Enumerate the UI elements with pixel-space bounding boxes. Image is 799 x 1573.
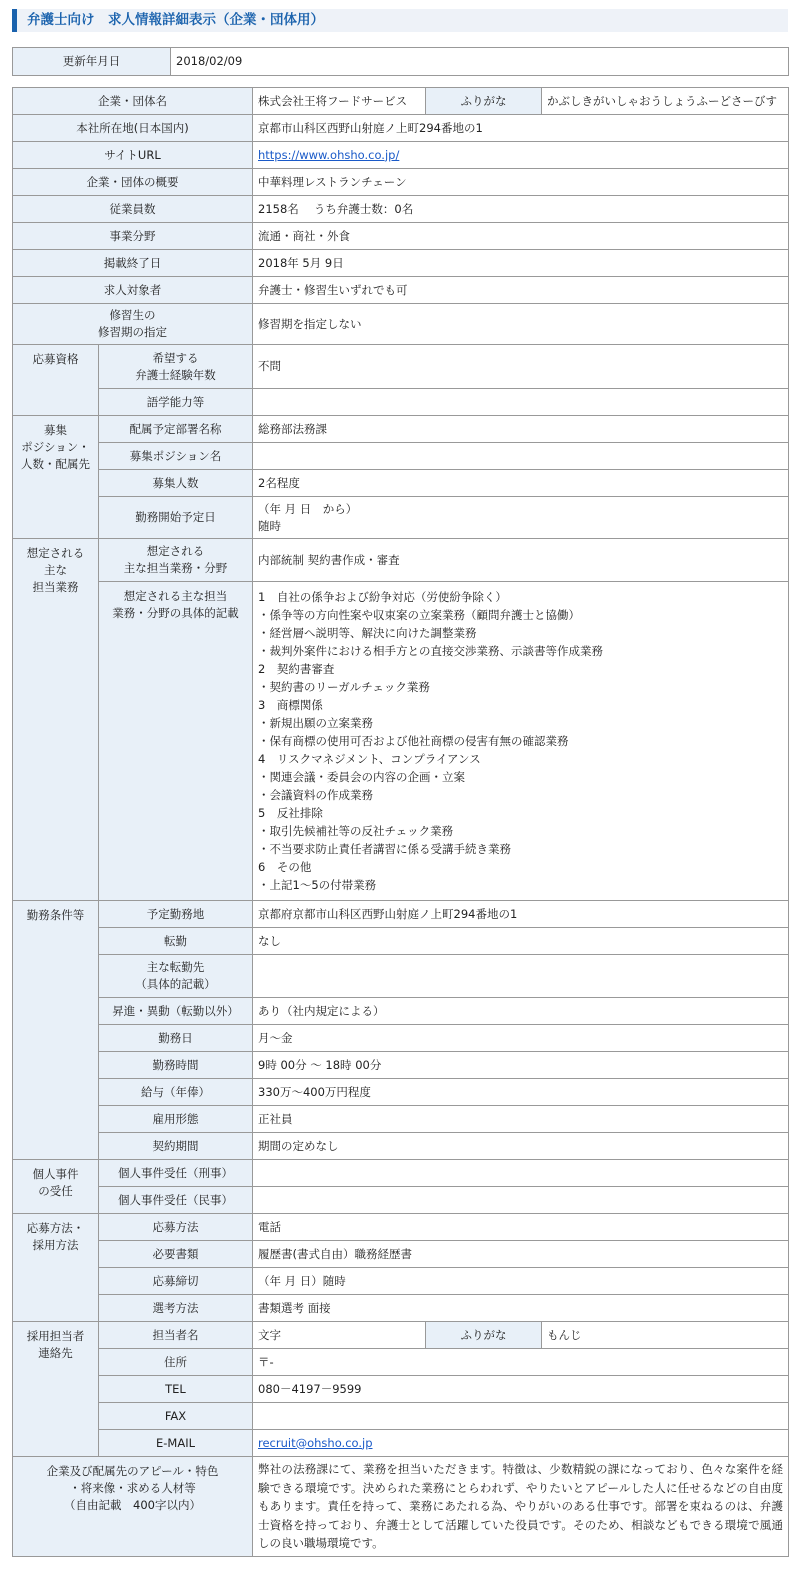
position-name-value: [253, 443, 789, 470]
contact-address-row: [13, 1349, 789, 1376]
main-duty-row: [13, 539, 789, 582]
target-value: 弁護士・修習生いずれでも可: [253, 277, 789, 304]
employees-value: 2158名 うち弁護士数：0名: [253, 196, 789, 223]
language-label: 語学能力等: [99, 389, 253, 416]
salary-label: 給与（年俸）: [99, 1079, 253, 1106]
contract-term-label: 契約期間: [99, 1133, 253, 1160]
end-date-label: 掲載終了日: [13, 250, 253, 277]
hours-value: 9時 00分 ～ 18時 00分: [253, 1052, 789, 1079]
headcount-row: [13, 470, 789, 497]
position-name-label: 募集ポジション名: [99, 443, 253, 470]
company-furigana-value: かぶしきがいしゃおうしょうふーどさーびす: [542, 88, 789, 115]
appeal-row: [13, 1457, 789, 1557]
promotion-value: あり（社内規定による）: [253, 998, 789, 1025]
contact-email-label: E-MAIL: [99, 1430, 253, 1457]
updated-label: 更新年月日: [13, 48, 171, 76]
duty-detail-label: 想定される主な担当 業務・分野の具体的記載: [99, 582, 253, 901]
criminal-value: [253, 1160, 789, 1187]
position-group-label: 募集 ポジション・ 人数・配属先: [13, 416, 99, 539]
employees-row: [13, 196, 789, 223]
duty-detail-value: [253, 582, 789, 901]
period-value: 修習期を指定しない: [253, 304, 789, 345]
workdays-value: 月～金: [253, 1025, 789, 1052]
contact-email-cell: [253, 1430, 789, 1457]
company-name-value: 株式会社王将フードサービス: [253, 88, 426, 115]
contact-person-value: 文字: [253, 1322, 426, 1349]
duty-line: ・係争等の方向性案や収束案の立案業務（顧問弁護士と協働）: [258, 608, 580, 622]
selection-label: 選考方法: [99, 1295, 253, 1322]
conditions-group-label: 勤務条件等: [13, 901, 99, 1160]
language-row: [13, 389, 789, 416]
apply-group-label: 応募方法・ 採用方法: [13, 1214, 99, 1322]
workdays-label: 勤務日: [99, 1025, 253, 1052]
appeal-label: 企業及び配属先のアピール・特色 ・将来像・求める人材等 （自由記載 400字以内）: [13, 1457, 253, 1557]
site-cell: [253, 142, 789, 169]
main-duty-value: 内部統制 契約書作成・審査: [253, 539, 789, 582]
employees-label: 従業員数: [13, 196, 253, 223]
company-furigana-label: ふりがな: [426, 88, 542, 115]
contact-fax-row: [13, 1403, 789, 1430]
duty-line: ・新規出願の立案業務: [258, 716, 373, 730]
duty-line: ・取引先候補社等の反社チェック業務: [258, 824, 454, 838]
civil-label: 個人事件受任（民事）: [99, 1187, 253, 1214]
experience-value: 不問: [253, 345, 789, 389]
contact-furigana-value: もんじ: [542, 1322, 789, 1349]
documents-label: 必要書類: [99, 1241, 253, 1268]
duty-line: ・契約書のリーガルチェック業務: [258, 680, 430, 694]
duty-line: ・裁判外案件における相手方との直接交渉業務、示談書等作成業務: [258, 644, 603, 658]
appeal-value: 弊社の法務課にて、業務を担当いただきます。特徴は、少数精鋭の課になっており、色々な案件を経験できる環境です。決められた業務にとらわれず、やりたいとアピールした人に任せるなどの自由度もあります。責任を持って、業務にあたれる為、やりがいのある仕事です。部署を束ねるのは、弁護士資格を持っており、弁護士として活躍していた役員です。そのため、相談などもできる環境で風通しの良い職場環境です。: [253, 1457, 789, 1557]
criminal-label: 個人事件受任（刑事）: [99, 1160, 253, 1187]
hq-value: 京都市山科区西野山射庭ノ上町294番地の1: [253, 115, 789, 142]
transfer-row: [13, 928, 789, 955]
position-name-row: [13, 443, 789, 470]
page-title: 弁護士向け 求人情報詳細表示（企業・団体用）: [12, 9, 788, 32]
duty-line: 2 契約書審査: [258, 662, 335, 676]
field-row: [13, 223, 789, 250]
contract-term-value: 期間の定めなし: [253, 1133, 789, 1160]
transfer-dest-value: [253, 955, 789, 998]
contact-person-label: 担当者名: [99, 1322, 253, 1349]
employment-type-label: 雇用形態: [99, 1106, 253, 1133]
duty-line: 4 リスクマネジメント、コンプライアンス: [258, 752, 481, 766]
contact-address-label: 住所: [99, 1349, 253, 1376]
start-row: [13, 497, 789, 539]
updated-table: [12, 47, 789, 76]
contact-furigana-label: ふりがな: [426, 1322, 542, 1349]
start-value: （年 月 日 から） 随時: [253, 497, 789, 539]
contact-tel-label: TEL: [99, 1376, 253, 1403]
overview-value: 中華料理レストランチェーン: [253, 169, 789, 196]
duty-line: 1 自社の係争および紛争対応（労使紛争除く）: [258, 590, 507, 604]
documents-value: 履歴書(書式自由）職務経歴書: [253, 1241, 789, 1268]
duty-line: 3 商標関係: [258, 698, 323, 712]
qualification-group-label: 応募資格: [13, 345, 99, 416]
salary-row: [13, 1079, 789, 1106]
hours-row: [13, 1052, 789, 1079]
experience-row: [13, 345, 789, 389]
headcount-value: 2名程度: [253, 470, 789, 497]
overview-row: [13, 169, 789, 196]
duty-line: ・不当要求防止責任者講習に係る受講手続き業務: [258, 842, 511, 856]
contact-person-row: [13, 1322, 789, 1349]
duties-group-label: 想定される 主な 担当業務: [13, 539, 99, 901]
hours-label: 勤務時間: [99, 1052, 253, 1079]
promotion-label: 昇進・異動（転勤以外）: [99, 998, 253, 1025]
transfer-dest-label: 主な転勤先 （具体的記載）: [99, 955, 253, 998]
deadline-row: [13, 1268, 789, 1295]
place-label: 予定勤務地: [99, 901, 253, 928]
hq-label: 本社所在地(日本国内): [13, 115, 253, 142]
selection-row: [13, 1295, 789, 1322]
dept-value: 総務部法務課: [253, 416, 789, 443]
employment-type-row: [13, 1106, 789, 1133]
target-row: [13, 277, 789, 304]
field-label: 事業分野: [13, 223, 253, 250]
workdays-row: [13, 1025, 789, 1052]
deadline-label: 応募締切: [99, 1268, 253, 1295]
site-row: [13, 142, 789, 169]
end-date-row: [13, 250, 789, 277]
civil-value: [253, 1187, 789, 1214]
place-value: 京都府京都市山科区西野山射庭ノ上町294番地の1: [253, 901, 789, 928]
main-duty-label: 想定される 主な担当業務・分野: [99, 539, 253, 582]
site-label: サイトURL: [13, 142, 253, 169]
start-label: 勤務開始予定日: [99, 497, 253, 539]
company-name-label: 企業・団体名: [13, 88, 253, 115]
duty-line: ・会議資料の作成業務: [258, 788, 373, 802]
target-label: 求人対象者: [13, 277, 253, 304]
language-value: [253, 389, 789, 416]
transfer-dest-row: [13, 955, 789, 998]
contact-tel-row: [13, 1376, 789, 1403]
duty-line: ・上記1～5の付帯業務: [258, 878, 377, 892]
duty-line: 5 反社排除: [258, 806, 323, 820]
transfer-value: なし: [253, 928, 789, 955]
place-row: [13, 901, 789, 928]
contact-email-row: [13, 1430, 789, 1457]
apply-method-row: [13, 1214, 789, 1241]
civil-row: [13, 1187, 789, 1214]
apply-method-value: 電話: [253, 1214, 789, 1241]
criminal-row: [13, 1160, 789, 1187]
duty-line: ・関連会議・委員会の内容の企画・立案: [258, 770, 465, 784]
contact-group-label: 採用担当者 連絡先: [13, 1322, 99, 1457]
duty-detail-row: [13, 582, 789, 901]
contract-term-row: [13, 1133, 789, 1160]
contact-address-value: 〒-: [253, 1349, 789, 1376]
duty-line: 6 その他: [258, 860, 312, 874]
site-link[interactable]: https://www.ohsho.co.jp/: [258, 147, 400, 162]
duty-line: ・保有商標の使用可否および他社商標の侵害有無の確認業務: [258, 734, 569, 748]
private-group-label: 個人事件 の受任: [13, 1160, 99, 1214]
field-value: 流通・商社・外食: [253, 223, 789, 250]
deadline-value: （年 月 日）随時: [253, 1268, 789, 1295]
updated-row: [13, 48, 789, 76]
overview-label: 企業・団体の概要: [13, 169, 253, 196]
employment-type-value: 正社員: [253, 1106, 789, 1133]
updated-value: 2018/02/09: [171, 48, 789, 76]
contact-email-link[interactable]: recruit@ohsho.co.jp: [258, 1435, 373, 1450]
contact-fax-label: FAX: [99, 1403, 253, 1430]
hq-row: [13, 115, 789, 142]
transfer-label: 転勤: [99, 928, 253, 955]
details-table: [12, 87, 789, 1557]
promotion-row: [13, 998, 789, 1025]
period-label: 修習生の 修習期の指定: [13, 304, 253, 345]
dept-row: [13, 416, 789, 443]
dept-label: 配属予定部署名称: [99, 416, 253, 443]
contact-tel-value: 080－4197－9599: [253, 1376, 789, 1403]
end-date-value: 2018年 5月 9日: [253, 250, 789, 277]
period-row: [13, 304, 789, 345]
documents-row: [13, 1241, 789, 1268]
company-name-row: [13, 88, 789, 115]
duty-line: ・経営層へ説明等、解決に向けた調整業務: [258, 626, 477, 640]
contact-fax-value: [253, 1403, 789, 1430]
headcount-label: 募集人数: [99, 470, 253, 497]
apply-method-label: 応募方法: [99, 1214, 253, 1241]
experience-label: 希望する 弁護士経験年数: [99, 345, 253, 389]
selection-value: 書類選考 面接: [253, 1295, 789, 1322]
salary-value: 330万～400万円程度: [253, 1079, 789, 1106]
